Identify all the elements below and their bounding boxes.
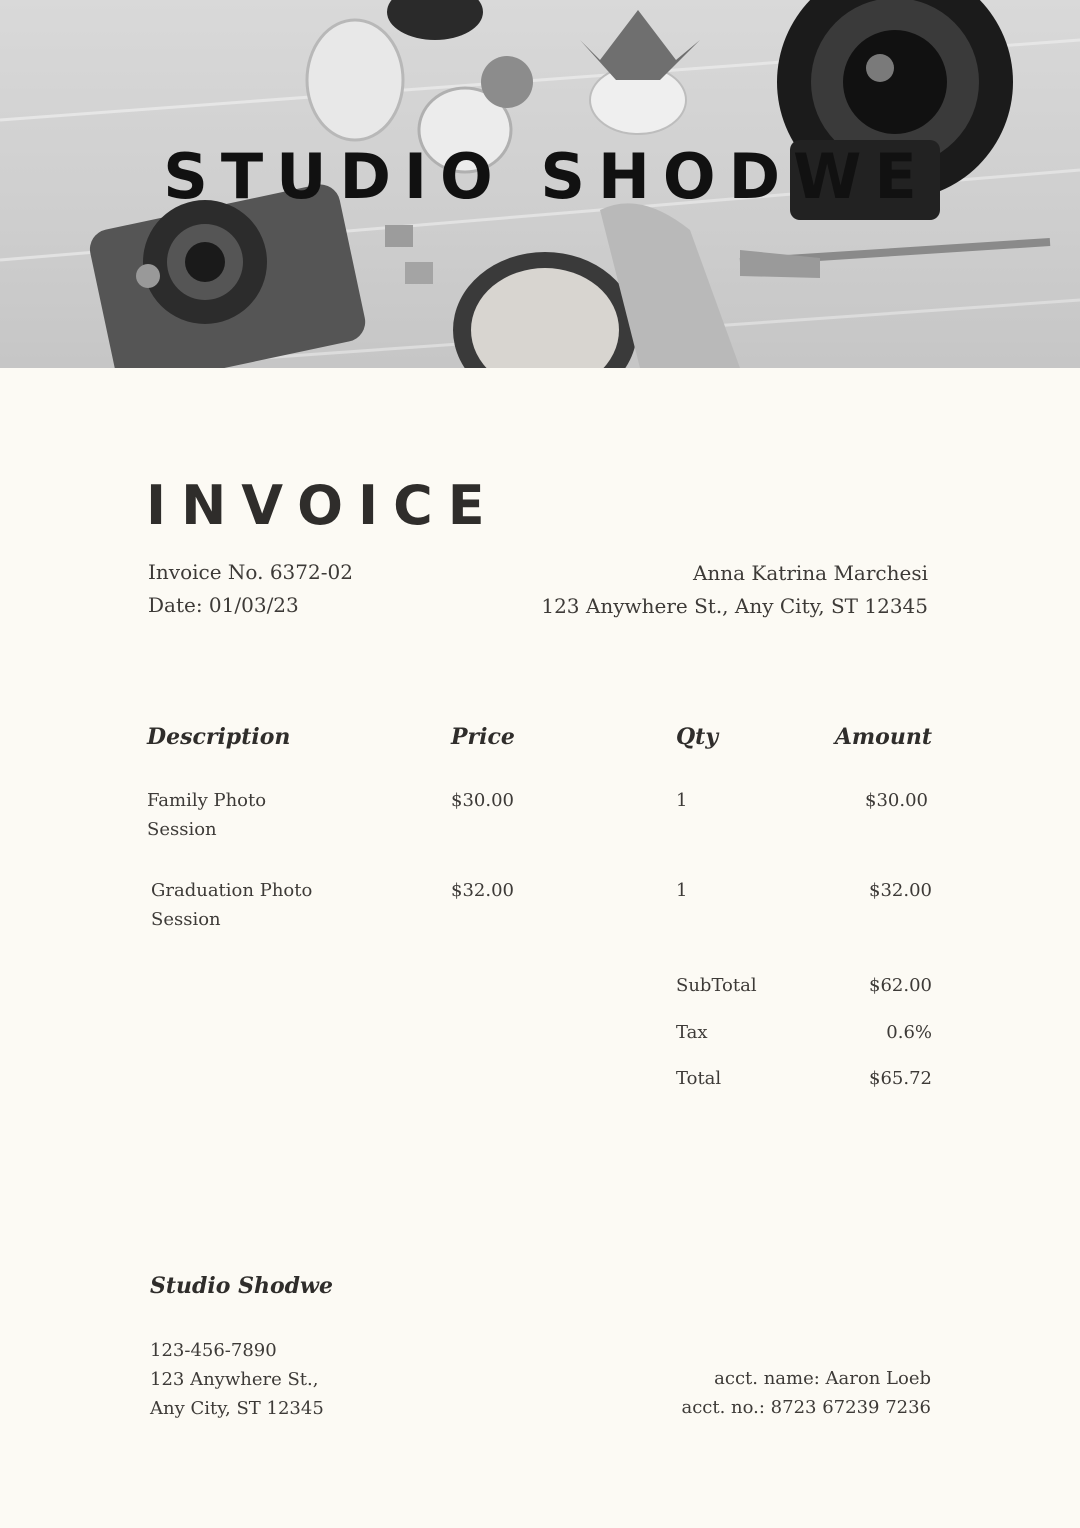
column-header-description: Description [147, 724, 291, 750]
client-info [541, 557, 928, 623]
column-header-amount: Amount [834, 724, 932, 750]
subtotal-label: SubTotal [676, 975, 757, 996]
table-row-qty: 1 [676, 790, 688, 811]
table-row-qty: 1 [676, 880, 688, 901]
row-description-line: Family Photo [147, 790, 267, 811]
footer-contact [150, 1336, 324, 1423]
table-row-amount: $32.00 [869, 880, 932, 901]
brand-title: STUDIO SHODWE [163, 140, 930, 213]
row-description-line: Graduation Photo [151, 880, 313, 901]
column-header-qty: Qty [676, 724, 719, 750]
table-row-description [147, 786, 266, 844]
footer-address-line: 123 Anywhere St., [150, 1369, 319, 1390]
subtotal-value: $62.00 [869, 975, 932, 996]
table-row-amount: $30.00 [865, 790, 928, 811]
invoice-number: Invoice No. 6372-02 [148, 560, 353, 584]
table-row-price: $30.00 [451, 790, 514, 811]
account-number: acct. no.: 8723 67239 7236 [681, 1397, 931, 1418]
invoice-title: INVOICE [146, 474, 500, 537]
tax-value: 0.6% [886, 1022, 932, 1043]
footer-bank-details [681, 1364, 931, 1422]
header-photo [0, 0, 1080, 368]
total-value: $65.72 [869, 1068, 932, 1089]
invoice-meta [148, 556, 353, 622]
invoice-date: Date: 01/03/23 [148, 593, 299, 617]
row-description-line: Session [147, 819, 217, 840]
tax-label: Tax [676, 1022, 708, 1043]
total-label: Total [676, 1068, 722, 1089]
footer-address-line: Any City, ST 12345 [150, 1398, 324, 1419]
table-row-price: $32.00 [451, 880, 514, 901]
row-description-line: Session [151, 909, 221, 930]
column-header-price: Price [451, 724, 515, 750]
client-address: 123 Anywhere St., Any City, ST 12345 [541, 594, 928, 618]
footer-company-name: Studio Shodwe [150, 1273, 333, 1299]
client-name: Anna Katrina Marchesi [692, 561, 928, 585]
table-row-description [151, 876, 312, 934]
footer-phone: 123-456-7890 [150, 1340, 277, 1361]
account-name: acct. name: Aaron Loeb [714, 1368, 931, 1389]
